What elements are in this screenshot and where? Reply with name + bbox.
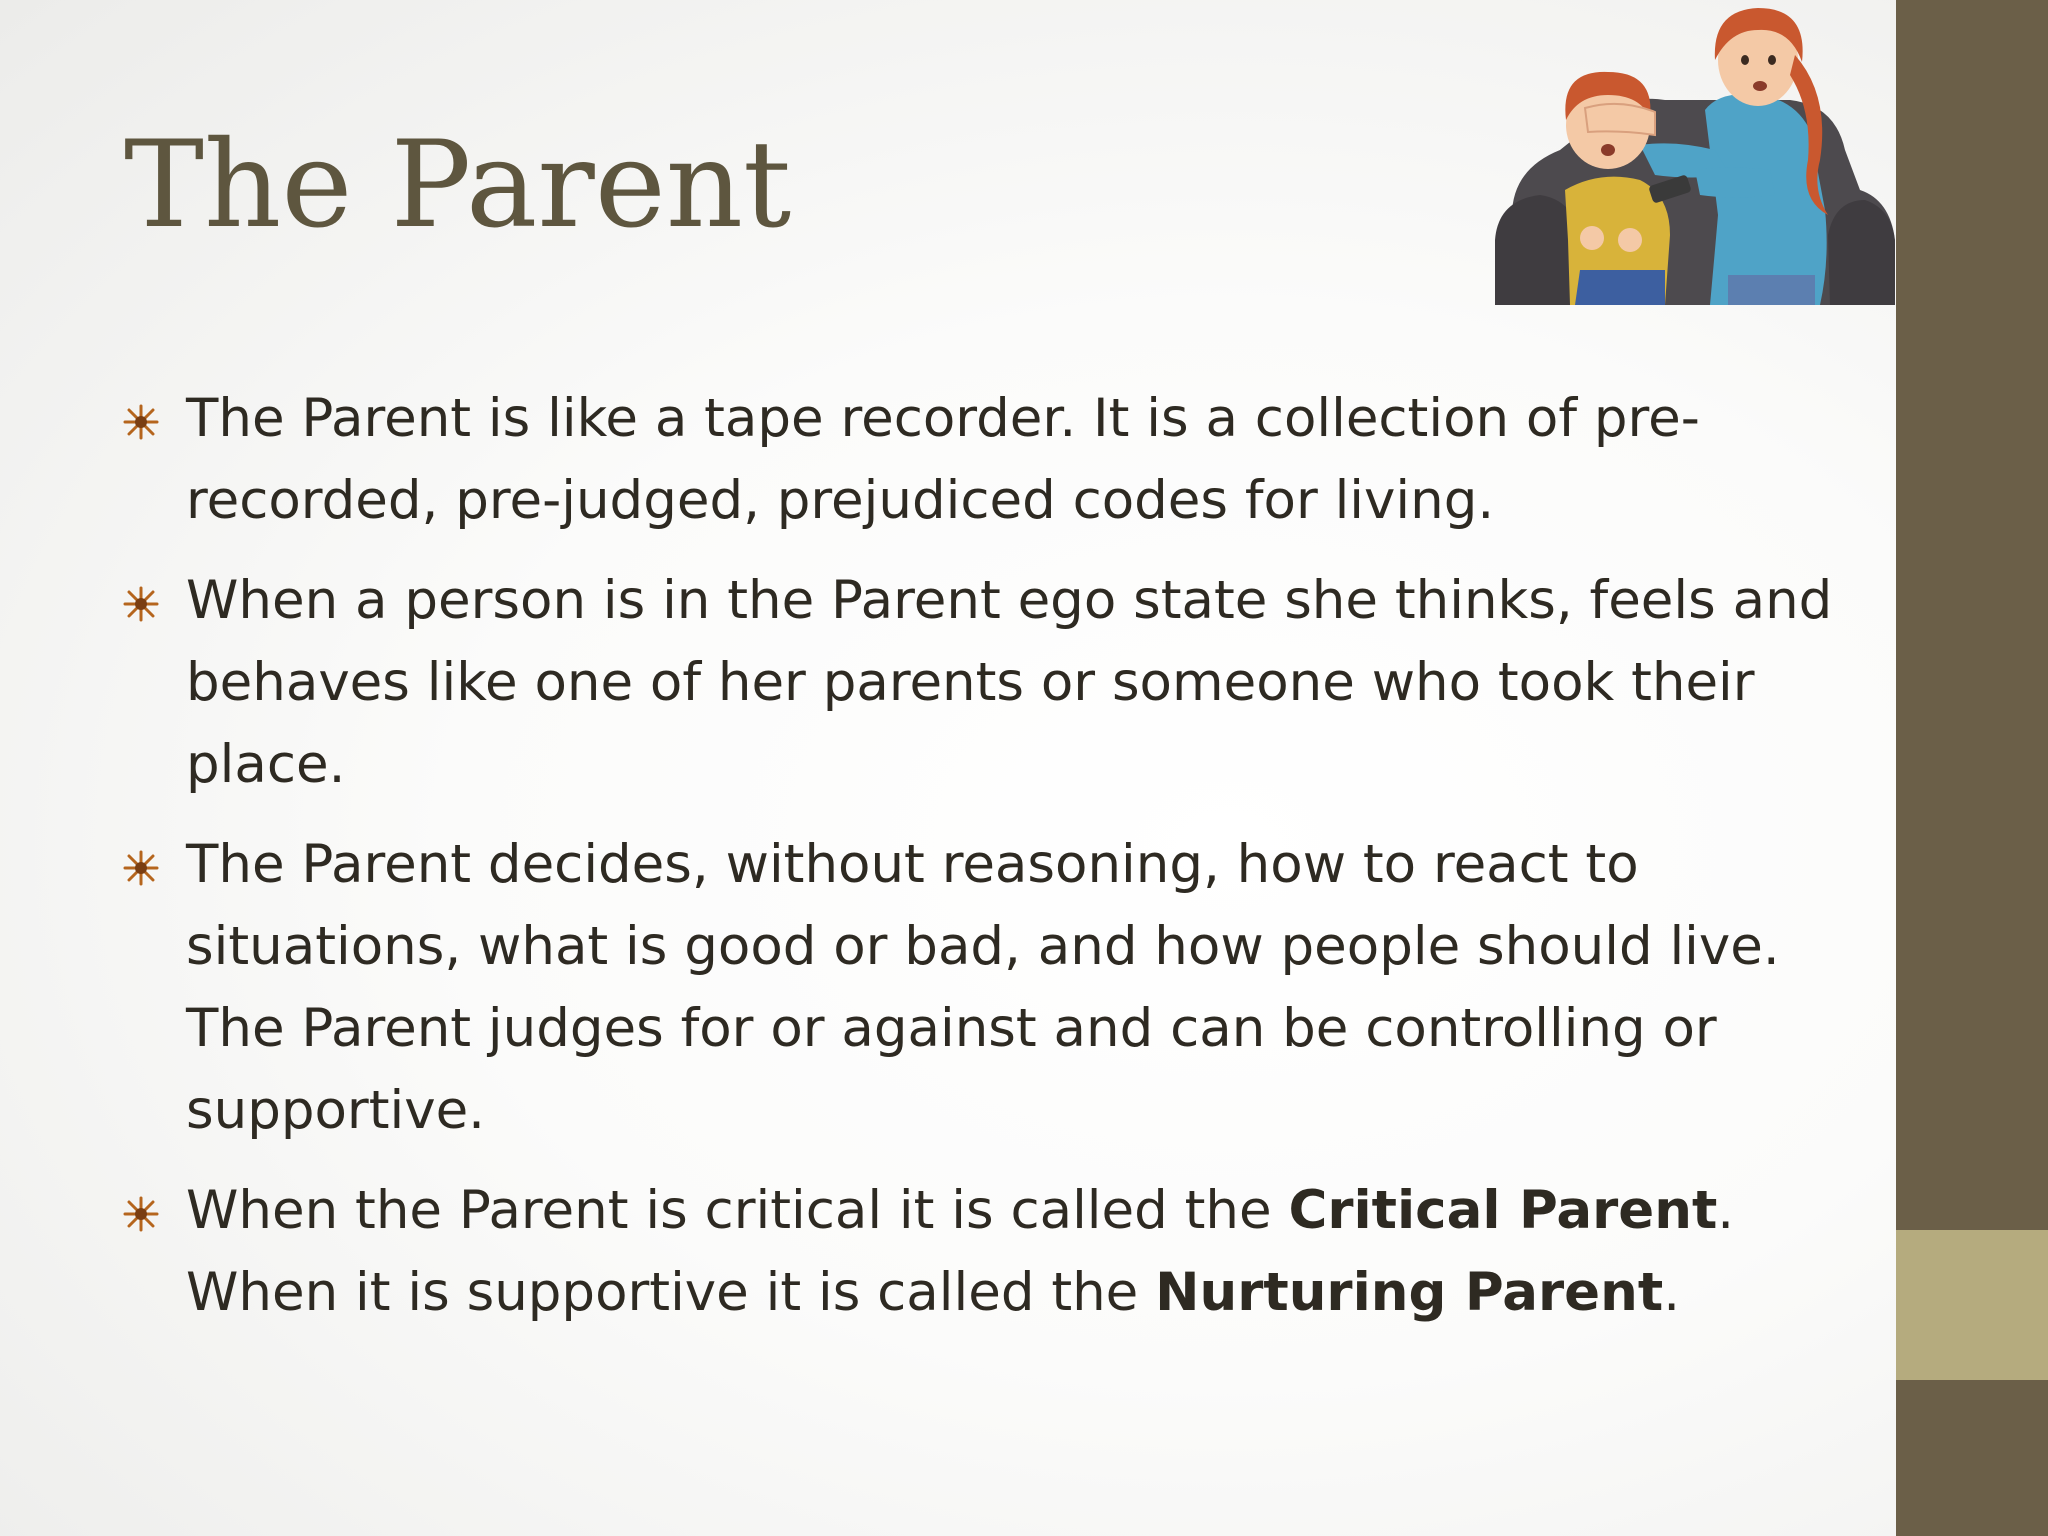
bullet-list <box>118 378 1878 1352</box>
starburst-bullet-icon <box>123 586 159 622</box>
bullet-text-part: When the Parent is critical it is called the <box>186 1180 1289 1241</box>
nurturing-parent-term: Nurturing Parent <box>1155 1262 1664 1323</box>
bullet-item <box>118 1170 1878 1334</box>
bullet-text: When a person is in the Parent ego state she thinks, feels and behaves like one of her parents or someone who took their place. <box>186 570 1833 795</box>
bullet-item <box>118 378 1878 542</box>
slide-title: The Parent <box>124 116 792 255</box>
starburst-bullet-icon <box>123 1196 159 1232</box>
bullet-text: The Parent decides, without reasoning, how to react to situations, what is good or bad, and how people should live. The Parent judges for or against and can be controlling or supportive. <box>186 834 1780 1141</box>
bullet-text-part: . <box>1663 1262 1681 1323</box>
critical-parent-term: Critical Parent <box>1288 1180 1718 1241</box>
starburst-bullet-icon <box>123 850 159 886</box>
side-accent-band <box>1896 1230 2048 1380</box>
parent-child-illustration <box>1490 0 1896 305</box>
bullet-text-part: . When it is supportive it is called the <box>186 1180 1735 1323</box>
bullet-text: The Parent is like a tape recorder. It is a collection of pre-recorded, pre-judged, prejudiced codes for living. <box>186 388 1700 531</box>
bullet-item <box>118 560 1878 806</box>
bullet-item <box>118 824 1878 1152</box>
starburst-bullet-icon <box>123 404 159 440</box>
